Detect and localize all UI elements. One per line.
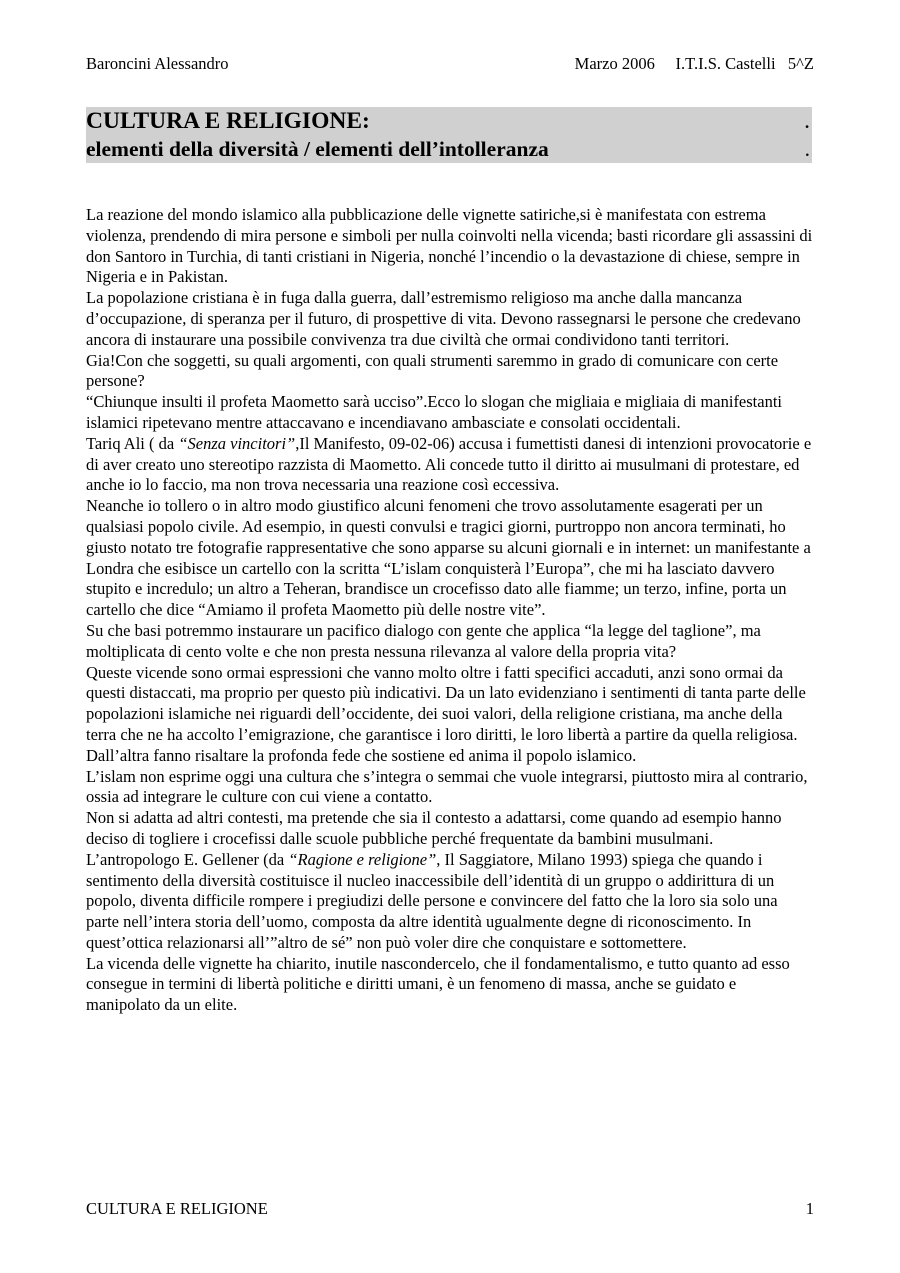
title-line-2 (86, 135, 812, 163)
footer-title: CULTURA E RELIGIONE (86, 1199, 268, 1218)
header-class: 5^Z (787, 54, 814, 73)
citation-senza-vincitori: “Senza vincitori” (178, 433, 296, 453)
header-date: Marzo 2006 (574, 54, 655, 73)
title-line-1 (86, 107, 812, 135)
paragraph-11-pre: L’antropologo E. Gellener (da (86, 849, 289, 869)
paragraph-1: La reazione del mondo islamico alla pubblicazione delle vignette satiriche,si è manifestata con estrema violenza, prendendo di mira persone e simboli per nulla coinvolti nella vicenda; basti ricordare gli assassini di don Santoro in Turchia, di tanti cristiani in Nigeria, nonché l’incendio o la devastazione di chiese, sempre in Nigeria e in Pakistan. (86, 205, 813, 287)
title-main: CULTURA E RELIGIONE: (86, 108, 370, 134)
page-header (86, 54, 814, 74)
paragraph-2: La popolazione cristiana è in fuga dalla guerra, dall’estremismo religioso ma anche dalla mancanza d’occupazione, di speranza per il futuro, di prospettive di vita. Devono rassegnarsi le persone che credevano ancora di instaurare una possibile convivenza tra due civiltà che ormai condividono tanti territori. (86, 288, 801, 349)
paragraph-5-pre: Tariq Ali ( da (86, 433, 179, 453)
title-dot-1: . (804, 108, 810, 134)
paragraph-11 (86, 850, 814, 954)
paragraph-10: Non si adatta ad altri contesti, ma pretende che sia il contesto a adattarsi, come quando ad esempio hanno deciso di togliere i crocefissi dalle scuole pubbliche perché frequentate da bambini musulmani. (86, 808, 782, 848)
page-number: 1 (805, 1199, 814, 1218)
title-dot-2: . (804, 137, 810, 161)
paragraph-11-post: , Il Saggiatore, Milano 1993) spiega che quando i sentimento della diversità costituisce il nucleo inaccessibile dell’identità di un gruppo o addirittura di un popolo, diventa difficile rompere i pregiudizi delle persone e convincere del fatto che la loro sia solo una parte nell’intera storia dell’uomo, composta da altre identità ugualmente degne di riconoscimento. In quest’ottica relazionarsi all’”altro de sé” non può voler dire che conquistare e sottomettere. (86, 849, 778, 952)
page-footer (86, 1199, 814, 1219)
paragraph-3: Gia!Con che soggetti, su quali argomenti, con quali strumenti saremmo in grado di comunicare con certe persone? (86, 350, 779, 391)
paragraph-9: L’islam non esprime oggi una cultura che s’integra o semmai che vuole integrarsi, piuttosto mira al contrario, ossia ad integrare le culture con cui viene a contatto. (86, 766, 808, 807)
paragraph-8: Queste vicende sono ormai espressioni che vanno molto oltre i fatti specifici accaduti, anzi sono ormai da questi distaccati, ma proprio per questo più indicativi. Da un lato evidenziano i sentimenti di tanta parte delle popolazioni islamiche nei riguardi dell’occidente, dei suoi valori, della religione cristiana, ma anche della terra che ne ha accolto l’emigrazione, che garantisce i loro diritti, le loro libertà a partire da quella religiosa. Dall’altra fanno risaltare la profonda fede che sostiene ed anima il popolo islamico. (86, 662, 806, 765)
header-right (575, 54, 814, 74)
paragraph-12: La vicenda delle vignette ha chiarito, inutile nascondercelo, che il fondamentalismo, e tutto quanto ad esso consegue in termini di libertà politiche e diritti umani, è un fenomeno di massa, anche se guidato e manipolato da un elite. (86, 953, 790, 1015)
citation-ragione-e-religione: “Ragione e religione” (288, 849, 437, 869)
paragraph-5-post: ,Il Manifesto, 09-02-06) accusa i fumettisti danesi di intenzioni provocatorie e di aver creato uno stereotipo razzista di Maometto. Ali concede tutto il diritto ai musulmani di protestare, ed anche io lo faccio, ma non trova necessaria una reazione così eccessiva. (86, 433, 812, 495)
paragraph-7: Su che basi potremmo instaurare un pacifico dialogo con gente che applica “la legge del taglione”, ma moltiplicata di cento volte e che non presta nessuna rilevanza al valore della propria vita? (86, 620, 761, 661)
title-band (86, 107, 812, 163)
paragraph-6: Neanche io tollero o in altro modo giustifico alcuni fenomeni che trovo assolutamente esagerati per un qualsiasi popolo civile. Ad esempio, in questi convulsi e tragici giorni, purtroppo non ancora terminati, ho giusto notato tre fotografie rappresentative che sono apparse su alcuni giornali e in internet: un manifestante a Londra che esibisce un cartello con la scritta “L’islam conquisterà l’Europa”, che mi ha lasciato davvero stupito e incredulo; un altro a Teheran, brandisce un crocefisso dato alle fiamme; un terzo, infine, porta un cartello che dice “Amiamo il profeta Maometto più delle nostre vite”. (86, 496, 811, 620)
paragraph-4: “Chiunque insulti il profeta Maometto sarà ucciso”.Ecco lo slogan che migliaia e migliaia di manifestanti islamici ripetevano mentre attaccavano e incendiavano ambasciate e consolati occidentali. (86, 392, 783, 432)
title-subtitle: elementi della diversità / elementi dell’intolleranza (86, 137, 549, 161)
body-text (86, 205, 814, 1016)
header-school: I.T.I.S. Castelli (675, 54, 776, 73)
paragraph-5 (86, 434, 814, 496)
header-author: Baroncini Alessandro (86, 54, 229, 73)
